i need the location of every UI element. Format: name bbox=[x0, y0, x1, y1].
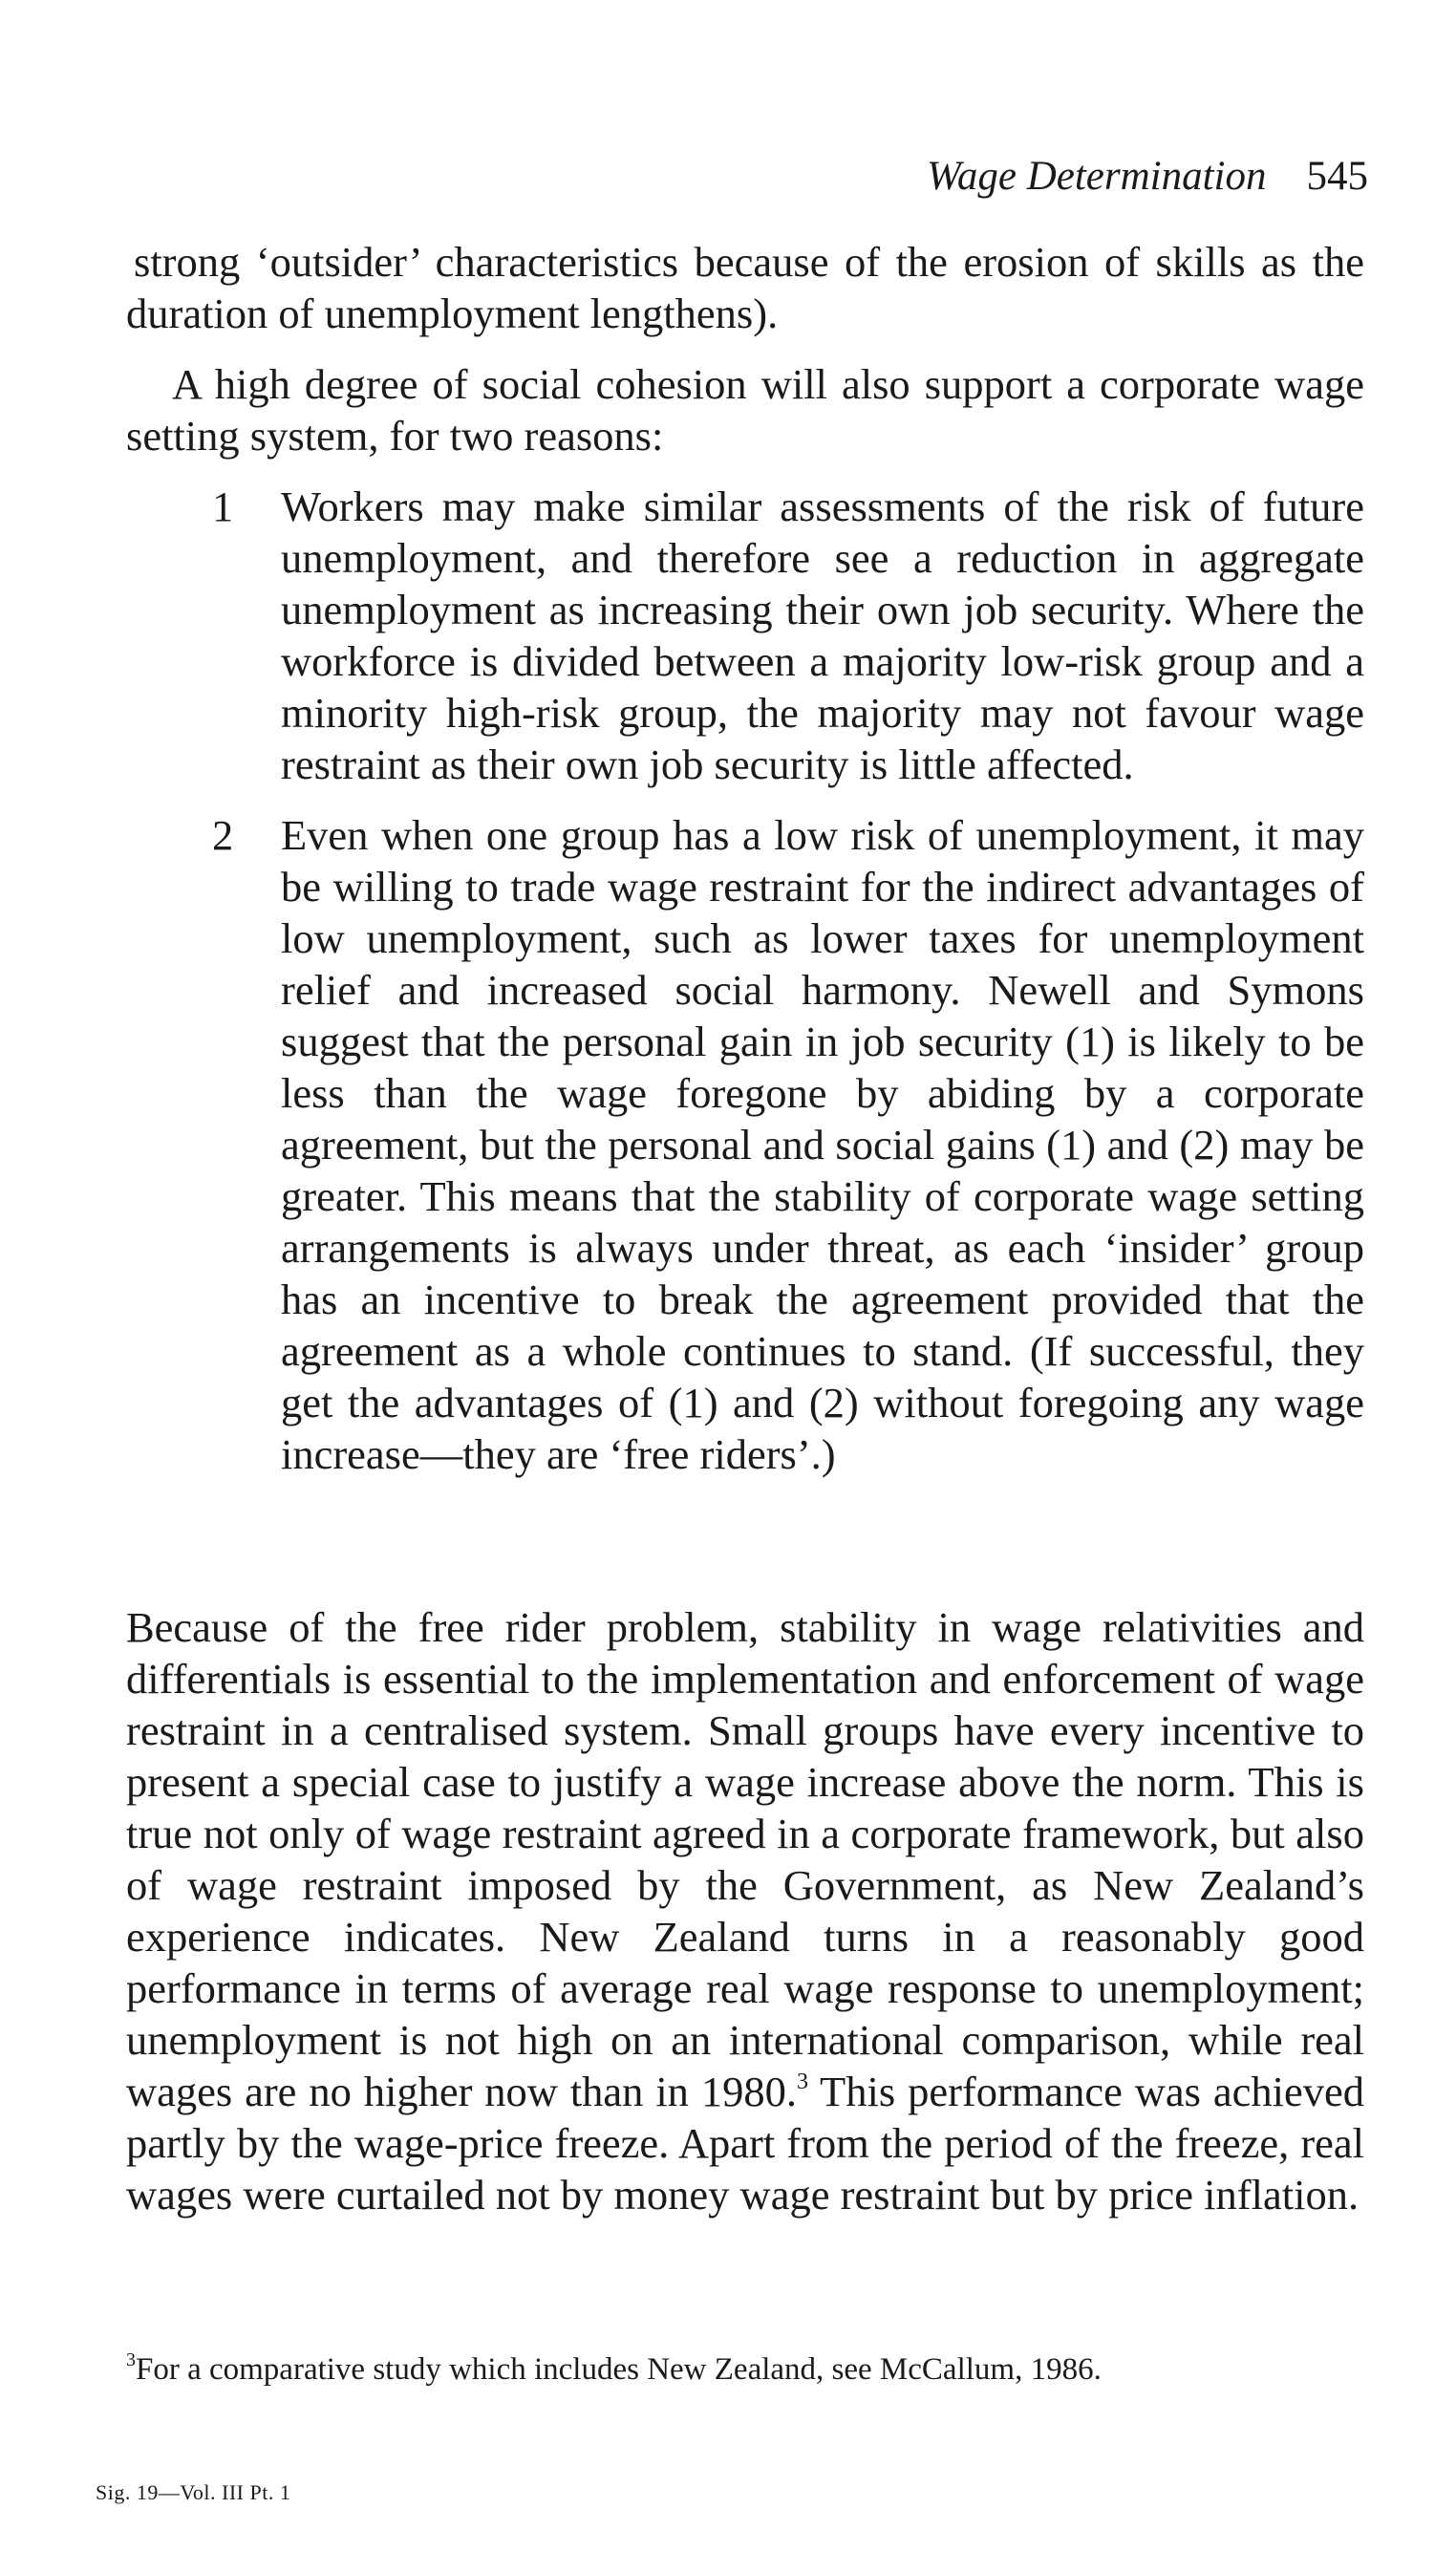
footnote-text: For a comparative study which includes New Zealand, see McCallum, 1986. bbox=[136, 2352, 1102, 2387]
paragraph-text: This performance was achieved partly by the wage-price freeze. Apart from the period of the freeze, real wages were curtailed not by money wage restraint but by price inflation. bbox=[126, 2068, 1365, 2219]
footnote bbox=[126, 2348, 1364, 2391]
paragraph-continuation: strong ‘outsider’ characteristics because of the erosion of skills as the duration of unemployment lengthens). bbox=[126, 238, 1364, 337]
list-item bbox=[212, 481, 1364, 790]
page-number: 545 bbox=[1306, 154, 1368, 199]
list-item-number: 1 bbox=[212, 482, 234, 530]
list-item-text: Even when one group has a low risk of unemployment, it may be willing to trade wage restraint for the indirect advantages of low unemployment, such as lower taxes for unemployment relief and increased social harmony. Newell and Symons suggest that the personal gain in job security (1) is likely to be less than the wage foregone by abiding by a corporate agreement, but the personal and social gains (1) and (2) may be greater. This means that the stability of corporate wage setting arrangements is always under threat, as each ‘insider’ group has an incentive to break the agreement provided that the agreement as a whole continues to stand. (If successful, they get the advantages of (1) and (2) without foregoing any wage increase—they are ‘free riders’.) bbox=[281, 811, 1364, 1478]
paragraph-text: Because of the free rider problem, stability in wage relativities and differentials is essential to the implementation and enforcement of wage restraint in a centralised system. Small groups have every incentive to present a special case to justify a wage increase above the norm. This is true not only of wage restraint agreed in a corporate framework, but also of wage restraint imposed by the Government, as New Zealand’s experience indicates. New Zealand turns in a reasonably good performance in terms of average real wage response to unemployment; unemployment is not high on an international comparison, while real wages are no higher now than in 1980. bbox=[126, 1603, 1364, 2115]
list-item-text: Workers may make similar assessments of the risk of future unemployment, and therefore see a reduction in aggregate unemployment as increasing their own job security. Where the workforce is divided between a majority low-risk group and a minority high-risk group, the majority may not favour wage restraint as their own job security is little affected. bbox=[281, 482, 1364, 788]
reasons-list bbox=[212, 481, 1364, 1480]
paragraph-social-cohesion: A high degree of social cohesion will also support a corporate wage setting system, for two reasons: bbox=[126, 360, 1364, 460]
footnote-mark: 3 bbox=[126, 2349, 136, 2370]
running-head bbox=[927, 151, 1368, 203]
list-spacer bbox=[212, 790, 1364, 809]
running-title: Wage Determination bbox=[926, 154, 1267, 199]
list-item bbox=[212, 809, 1364, 1480]
footnote-reference: 3 bbox=[796, 2069, 808, 2094]
list-item-number: 2 bbox=[212, 811, 234, 859]
signature-mark: Sig. 19—Vol. III Pt. 1 bbox=[96, 2480, 291, 2504]
paragraph-free-rider bbox=[126, 1601, 1364, 2220]
